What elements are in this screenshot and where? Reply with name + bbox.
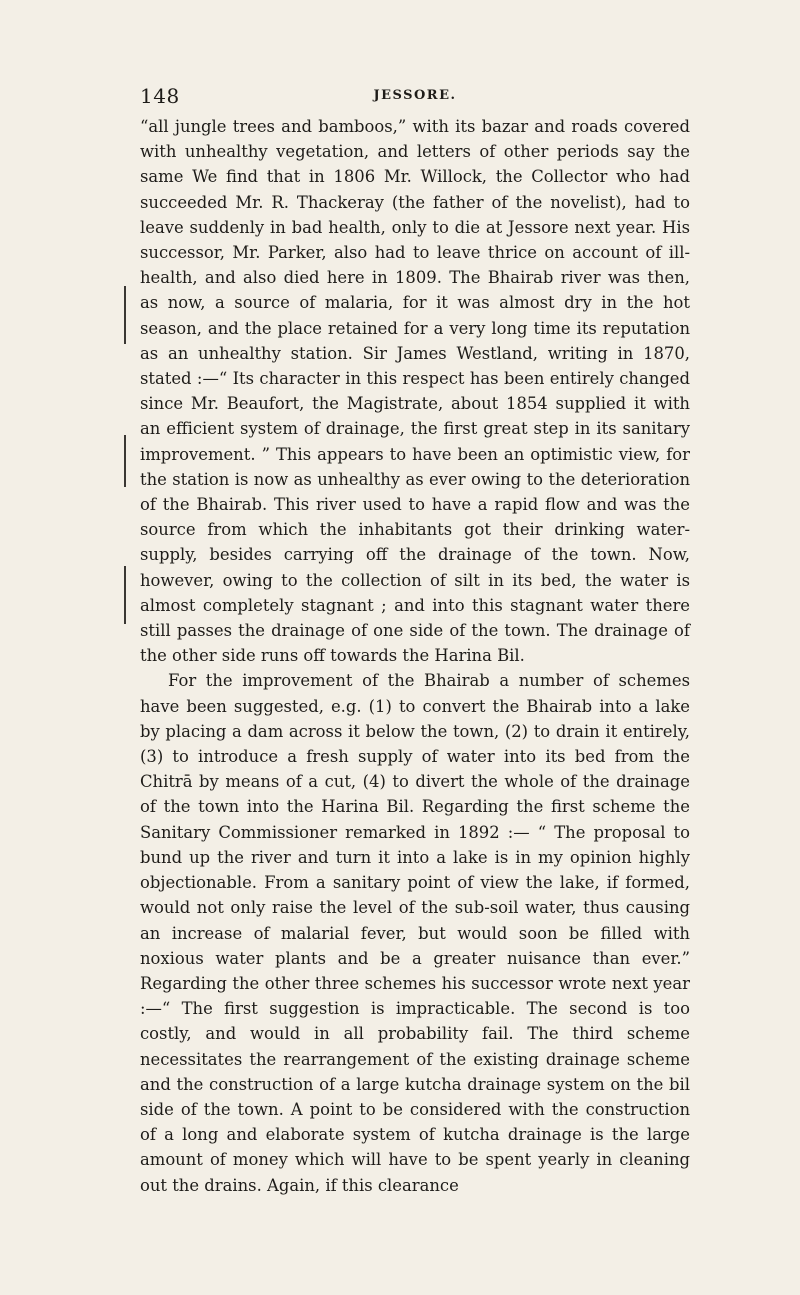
margin-mark: [124, 435, 126, 487]
page-number: 148: [140, 84, 180, 108]
paragraph: For the improvement of the Bhairab a number of schemes have been suggested, e.g. (1) to convert the Bhairab into a lake by placing a dam across it below the town, (2) to drain it entirely, (3) to introduce a fresh supply of water into its bed from the Chitrā by means of a cut, (4) to divert the whole of the drainage of the town into the Harina Bil. Regarding the first scheme the Sanitary Commissioner remarked in 1892 :— “ The proposal to bund up the river and turn it into a lake is in my opinion highly objectionable. From a sanitary point of view the lake, if formed, would not only raise the level of the sub-soil water, thus causing an increase of malarial fever, but would soon be filled with noxious water plants and be a greater nuisance than ever.” Regarding the other three schemes his successor wrote next year :—“ The first suggestion is impracticable. The second is too costly, and would in all probability fail. The third scheme necessitates the rearrangement of the existing drainage scheme and the construction of a large kutcha drainage system on the bil side of the town. A point to be considered with the construction of a long and elaborate system of kutcha drainage is the large amount of money which will have to be spent yearly in cleaning out the drains. Again, if this clearance: [140, 671, 690, 1195]
page-header: [140, 84, 690, 110]
margin-mark: [124, 286, 126, 344]
body-text: [140, 114, 690, 1198]
margin-mark: [124, 566, 126, 624]
running-head: JESSORE.: [373, 88, 457, 103]
paragraph: “all jungle trees and bamboos,” with its bazar and roads covered with unhealthy vegetation, and letters of other periods say the same We find that in 1806 Mr. Willock, the Collector who had succeeded Mr. R. Thackeray (the father of the novelist), had to leave suddenly in bad health, only to die at Jessore next year. His successor, Mr. Parker, also had to leave thrice on account of ill-health, and also died here in 1809. The Bhairab river was then, as now, a source of malaria, for it was almost dry in the hot season, and the place retained for a very long time its reputation as an unhealthy station. Sir James Westland, writing in 1870, stated :—“ Its character in this respect has been entirely changed since Mr. Beaufort, the Magistrate, about 1854 supplied it with an efficient system of drainage, the first great step in its sanitary improvement. ” This appears to have been an optimistic view, for the station is now as unhealthy as ever owing to the deterioration of the Bhairab. This river used to have a rapid flow and was the source from which the inhabitants got their drinking water-supply, besides carrying off the drainage of the town. Now, however, owing to the collection of silt in its bed, the water is almost completely stagnant ; and into this stagnant water there still passes the drainage of one side of the town. The drainage of the other side runs off towards the Harina Bil.: [140, 117, 690, 666]
